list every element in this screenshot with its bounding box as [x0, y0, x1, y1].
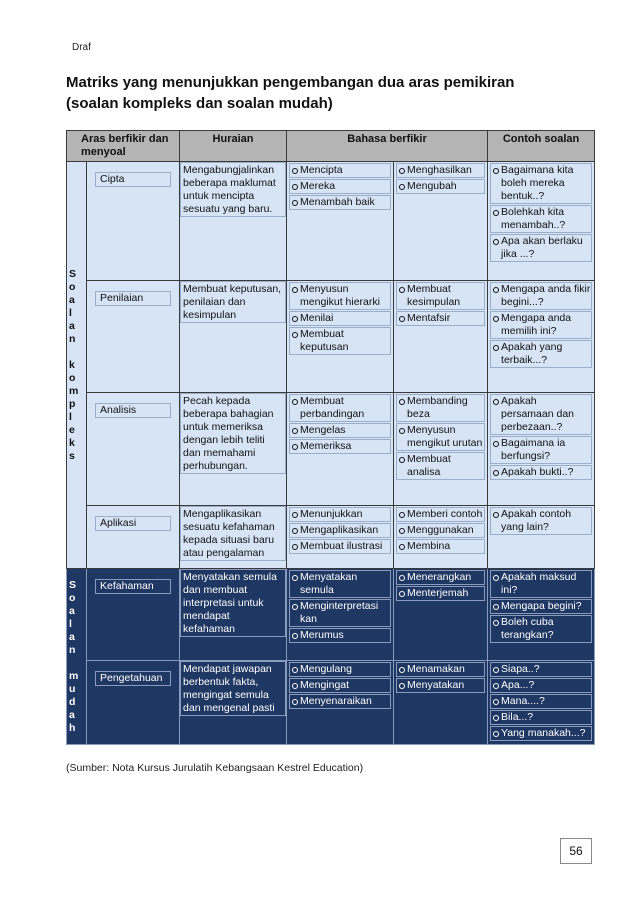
thinking-term: Menyusun mengikut urutan	[396, 423, 485, 451]
thinking-term-list	[394, 162, 487, 197]
thinking-term-list	[394, 281, 487, 329]
thinking-term: Mengubah	[396, 179, 485, 194]
thinking-term: Mengulang	[289, 662, 391, 677]
thinking-term: Membanding beza	[396, 394, 485, 422]
example-question: Apakah bukti..?	[490, 465, 592, 480]
thinking-term-list	[394, 661, 487, 696]
examples-cell	[488, 393, 595, 506]
thinking-term: Mengelas	[289, 423, 391, 438]
level-cell	[87, 393, 180, 506]
thinking-term-list	[287, 393, 393, 457]
description-cell	[180, 393, 287, 506]
description-cell	[180, 162, 287, 281]
description-text: Menyatakan semula dan membuat interpretasi untuk mendapat kefahaman	[180, 569, 286, 637]
example-question: Apakah yang terbaik...?	[490, 340, 592, 368]
example-question: Bolehkah kita menambah..?	[490, 205, 592, 233]
group-label-vertical: S o a l a n m u d a h	[69, 578, 79, 734]
description-cell	[180, 661, 287, 745]
thinking-term-list	[394, 393, 487, 483]
thinking-terms-cell	[287, 162, 394, 281]
thinking-term: Menunjukkan	[289, 507, 391, 522]
level-name: Pengetahuan	[95, 671, 171, 686]
table-row	[67, 569, 595, 661]
thinking-term: Mengaplikasikan	[289, 523, 391, 538]
thinking-term: Menambah baik	[289, 195, 391, 210]
header-bahasa: Bahasa berfikir	[287, 131, 488, 162]
thinking-terms-cell	[394, 281, 488, 393]
thinking-term-list	[394, 569, 487, 604]
thinking-term-list	[394, 506, 487, 557]
table-row	[67, 281, 595, 393]
thinking-terms-cell	[394, 661, 488, 745]
header-aras: Aras berfikir dan menyoal	[67, 131, 180, 162]
level-cell	[87, 506, 180, 569]
example-question: Apa...?	[490, 678, 592, 693]
table-row	[67, 393, 595, 506]
example-question: Apakah contoh yang lain?	[490, 507, 592, 535]
page-title	[66, 72, 514, 114]
example-question-list	[488, 506, 594, 538]
thinking-term: Membina	[396, 539, 485, 554]
description-cell	[180, 506, 287, 569]
thinking-term: Mentafsir	[396, 311, 485, 326]
thinking-term: Menamakan	[396, 662, 485, 677]
example-question: Mengapa anda memilih ini?	[490, 311, 592, 339]
thinking-terms-cell	[394, 569, 488, 661]
thinking-term: Menyenaraikan	[289, 694, 391, 709]
thinking-terms-cell	[287, 393, 394, 506]
level-cell	[87, 281, 180, 393]
thinking-term-list	[287, 162, 393, 213]
example-question: Siapa..?	[490, 662, 592, 677]
thinking-terms-cell	[287, 569, 394, 661]
thinking-term: Menyatakan semula	[289, 570, 391, 598]
thinking-term: Menginterpretasi kan	[289, 599, 391, 627]
level-name: Cipta	[95, 172, 171, 187]
example-question: Apa akan berlaku jika ...?	[490, 234, 592, 262]
example-question: Mana....?	[490, 694, 592, 709]
level-name: Aplikasi	[95, 516, 171, 531]
thinking-term: Menilai	[289, 311, 391, 326]
thinking-term-list	[287, 281, 393, 358]
page-number: 56	[560, 838, 592, 864]
example-question-list	[488, 393, 594, 483]
thinking-terms-cell	[394, 162, 488, 281]
thinking-terms-cell	[287, 661, 394, 745]
header-contoh: Contoh soalan	[488, 131, 595, 162]
thinking-terms-cell	[287, 506, 394, 569]
thinking-term: Menghasilkan	[396, 163, 485, 178]
thinking-term: Menggunakan	[396, 523, 485, 538]
example-question-list	[488, 569, 594, 646]
thinking-term: Menyusun mengikut hierarki	[289, 282, 391, 310]
table-row	[67, 506, 595, 569]
example-question: Boleh cuba terangkan?	[490, 615, 592, 643]
table-row	[67, 661, 595, 745]
examples-cell	[488, 162, 595, 281]
thinking-term: Merumus	[289, 628, 391, 643]
level-cell	[87, 569, 180, 661]
example-question: Bagaimana ia berfungsi?	[490, 436, 592, 464]
thinking-terms-cell	[394, 506, 488, 569]
group-label	[67, 162, 87, 569]
thinking-term: Memeriksa	[289, 439, 391, 454]
example-question: Bila...?	[490, 710, 592, 725]
description-text: Mengabungjalinkan beberapa maklumat untuk mencipta sesuatu yang baru.	[180, 162, 286, 217]
thinking-term: Membuat ilustrasi	[289, 539, 391, 554]
description-cell	[180, 281, 287, 393]
thinking-term: Mencipta	[289, 163, 391, 178]
example-question-list	[488, 162, 594, 265]
examples-cell	[488, 569, 595, 661]
thinking-term-list	[287, 506, 393, 557]
example-question: Apakah maksud ini?	[490, 570, 592, 598]
thinking-term: Mereka	[289, 179, 391, 194]
thinking-term-list	[287, 569, 393, 646]
group-label	[67, 569, 87, 745]
example-question: Apakah persamaan dan perbezaan..?	[490, 394, 592, 435]
level-cell	[87, 661, 180, 745]
thinking-term: Membuat kesimpulan	[396, 282, 485, 310]
thinking-levels-matrix	[66, 130, 595, 745]
level-cell	[87, 162, 180, 281]
thinking-term: Membuat keputusan	[289, 327, 391, 355]
examples-cell	[488, 661, 595, 745]
thinking-term: Menerangkan	[396, 570, 485, 585]
example-question: Mengapa anda fikir begini...?	[490, 282, 592, 310]
description-cell	[180, 569, 287, 661]
source-note: (Sumber: Nota Kursus Jurulatih Kebangsaan Kestrel Education)	[66, 762, 364, 774]
example-question: Mengapa begini?	[490, 599, 592, 614]
example-question: Bagaimana kita boleh mereka bentuk..?	[490, 163, 592, 204]
level-name: Analisis	[95, 403, 171, 418]
table-row	[67, 162, 595, 281]
thinking-term: Memberi contoh	[396, 507, 485, 522]
thinking-term: Mengingat	[289, 678, 391, 693]
examples-cell	[488, 506, 595, 569]
description-text: Mendapat jawapan berbentuk fakta, mengingat semula dan mengenal pasti	[180, 661, 286, 716]
examples-cell	[488, 281, 595, 393]
description-text: Membuat keputusan, penilaian dan kesimpulan	[180, 281, 286, 323]
thinking-term: Membuat analisa	[396, 452, 485, 480]
draft-label: Draf	[72, 42, 91, 53]
thinking-term: Menyatakan	[396, 678, 485, 693]
description-text: Mengaplikasikan sesuatu kefahaman kepada situasi baru atau pengalaman	[180, 506, 286, 561]
example-question: Yang manakah...?	[490, 726, 592, 741]
title-line-2: (soalan kompleks dan soalan mudah)	[66, 95, 333, 112]
example-question-list	[488, 281, 594, 371]
title-line-1: Matriks yang menunjukkan pengembangan dua aras pemikiran	[66, 74, 515, 91]
group-label-vertical: S o a l a n k o m p l e k s	[69, 267, 79, 462]
example-question-list	[488, 661, 594, 744]
thinking-term-list	[287, 661, 393, 712]
level-name: Kefahaman	[95, 579, 171, 594]
thinking-terms-cell	[394, 393, 488, 506]
level-name: Penilaian	[95, 291, 171, 306]
thinking-term: Membuat perbandingan	[289, 394, 391, 422]
thinking-terms-cell	[287, 281, 394, 393]
thinking-term: Menterjemah	[396, 586, 485, 601]
description-text: Pecah kepada beberapa bahagian untuk memeriksa dengan lebih teliti dan memahami perhubungan.	[180, 393, 286, 474]
header-huraian: Huraian	[180, 131, 287, 162]
table-header-row	[67, 131, 595, 162]
